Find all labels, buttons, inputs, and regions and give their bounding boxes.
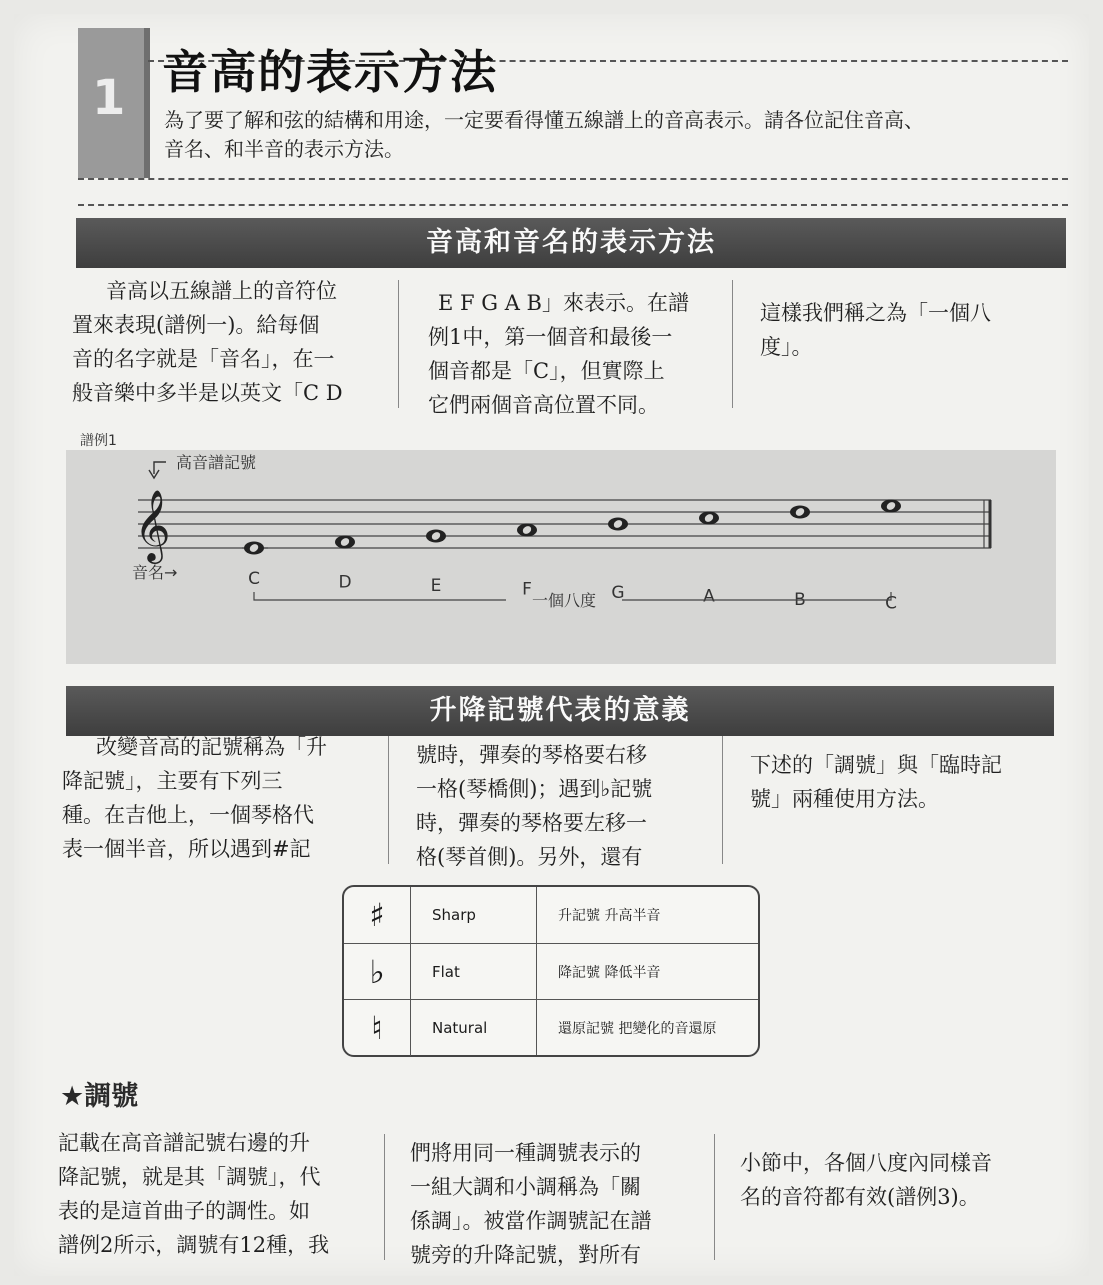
text-line: 記載在高音譜記號右邊的升 bbox=[58, 1131, 310, 1155]
text-line: 下述的「調號」與「臨時記 bbox=[750, 753, 1002, 777]
accidental-description: 降記號 降低半音 bbox=[558, 965, 661, 981]
dashed-divider bbox=[78, 204, 1068, 206]
table-row bbox=[344, 943, 758, 1000]
dashed-divider bbox=[78, 178, 1068, 180]
table-row bbox=[344, 999, 758, 1056]
text-line: 格(琴首側)。另外，還有 bbox=[416, 845, 643, 869]
text-line: 們將用同一種調號表示的 bbox=[410, 1141, 641, 1165]
note-name: F bbox=[522, 579, 532, 600]
whole-note bbox=[426, 530, 446, 543]
text-line: 音高以五線譜上的音符位 bbox=[106, 279, 337, 303]
text-line: 度」。 bbox=[760, 335, 813, 359]
whole-note bbox=[699, 512, 719, 525]
text-line: 號旁的升降記號，對所有 bbox=[410, 1243, 641, 1267]
text-line: 一組大調和小調稱為「關 bbox=[410, 1175, 641, 1199]
text-column bbox=[62, 730, 366, 866]
intro-paragraph bbox=[164, 106, 1054, 164]
text-line: E F G A B」來表示。在譜 bbox=[438, 291, 689, 315]
treble-clef-icon: 𝄞 bbox=[134, 488, 171, 561]
notes-group bbox=[244, 500, 901, 555]
column-divider bbox=[714, 1134, 715, 1260]
text-line: 音的名字就是「音名」，在一 bbox=[72, 347, 335, 371]
section-banner: 音高和音名的表示方法 bbox=[76, 218, 1066, 268]
section-banner: 升降記號代表的意義 bbox=[66, 686, 1054, 736]
staff-figure bbox=[66, 450, 1056, 664]
whole-note bbox=[608, 518, 628, 531]
intro-line: 為了要了解和弦的結構和用途，一定要看得懂五線譜上的音高表示。請各位記住音高、 bbox=[164, 108, 924, 132]
column-divider bbox=[732, 280, 733, 408]
text-column bbox=[416, 738, 702, 874]
flat-icon: ♭ bbox=[344, 944, 411, 1000]
accidental-name: Natural bbox=[432, 1019, 488, 1037]
text-line: 小節中，各個八度內同樣音 bbox=[740, 1151, 992, 1175]
text-line: 置來表現(譜例一)。給每個 bbox=[72, 313, 320, 337]
accidental-name: Flat bbox=[432, 963, 460, 981]
note-name: E bbox=[430, 576, 442, 596]
text-line: 降記號」，主要有下列三 bbox=[62, 769, 283, 793]
note-name: C bbox=[248, 569, 260, 589]
text-line: 降記號，就是其「調號」，代 bbox=[58, 1165, 321, 1189]
text-line: 表一個半音，所以遇到#記 bbox=[62, 837, 311, 861]
note-name: A bbox=[703, 586, 715, 607]
text-line: 係調」。被當作調號記在譜 bbox=[410, 1209, 652, 1233]
page-title: 音高的表示方法 bbox=[162, 45, 498, 99]
subsection-heading: ★調號 bbox=[60, 1081, 139, 1112]
figure-label: 譜例1 bbox=[80, 433, 117, 449]
note-name: B bbox=[794, 590, 806, 610]
text-line: 名的音符都有效(譜例3)。 bbox=[740, 1185, 980, 1209]
column-divider bbox=[722, 736, 723, 864]
whole-note bbox=[881, 500, 901, 513]
text-line: 號」兩種使用方法。 bbox=[750, 787, 939, 811]
text-line: 譜例2所示，調號有12種，我 bbox=[58, 1233, 330, 1257]
whole-note bbox=[790, 506, 810, 519]
accidental-description: 還原記號 把變化的音還原 bbox=[558, 1021, 717, 1037]
whole-note bbox=[517, 524, 537, 537]
clef-pointer-icon bbox=[149, 462, 166, 478]
column-divider bbox=[398, 280, 399, 408]
whole-note bbox=[244, 542, 264, 555]
text-column bbox=[410, 1136, 700, 1272]
natural-icon: ♮ bbox=[344, 1000, 411, 1056]
clef-label: 高音譜記號 bbox=[176, 453, 257, 472]
octave-label: 一個八度 bbox=[531, 591, 597, 610]
section-number: 1 bbox=[92, 70, 126, 126]
text-column bbox=[72, 274, 378, 410]
accidental-name: Sharp bbox=[432, 906, 476, 924]
text-column bbox=[740, 1146, 1050, 1214]
text-column bbox=[428, 286, 714, 422]
column-divider bbox=[388, 736, 389, 864]
sharp-icon: ♯ bbox=[344, 887, 411, 943]
note-name: C bbox=[885, 593, 897, 614]
text-line: 這樣我們稱之為「一個八 bbox=[760, 301, 991, 325]
text-line: 改變音高的記號稱為「升 bbox=[96, 735, 327, 759]
text-column bbox=[58, 1126, 362, 1262]
note-name: G bbox=[611, 583, 625, 603]
text-line: 號時，彈奏的琴格要右移 bbox=[416, 743, 647, 767]
text-line: 時，彈奏的琴格要左移一 bbox=[416, 811, 647, 835]
text-line: 個音都是「C」，但實際上 bbox=[428, 359, 665, 383]
column-divider bbox=[384, 1134, 385, 1260]
staff-svg bbox=[66, 450, 1056, 664]
text-line: 它們兩個音高位置不同。 bbox=[428, 393, 659, 417]
note-name-label: 音名→ bbox=[132, 563, 178, 582]
text-line: 表的是這首曲子的調性。如 bbox=[58, 1199, 310, 1223]
text-line: 例1中，第一個音和最後一 bbox=[428, 325, 673, 349]
text-column bbox=[750, 748, 1060, 816]
text-column bbox=[760, 296, 1070, 364]
text-line: 種。在吉他上，一個琴格代 bbox=[62, 803, 314, 827]
staff-lines bbox=[138, 500, 991, 548]
text-line: 般音樂中多半是以英文「C D bbox=[72, 381, 343, 405]
text-line: 一格(琴橋側)；遇到♭記號 bbox=[416, 777, 653, 801]
accidentals-table bbox=[342, 885, 760, 1057]
note-name: D bbox=[338, 572, 352, 593]
table-row bbox=[344, 887, 758, 943]
accidental-description: 升記號 升高半音 bbox=[558, 908, 661, 924]
whole-note bbox=[335, 536, 355, 549]
intro-line: 音名、和半音的表示方法。 bbox=[164, 137, 404, 161]
